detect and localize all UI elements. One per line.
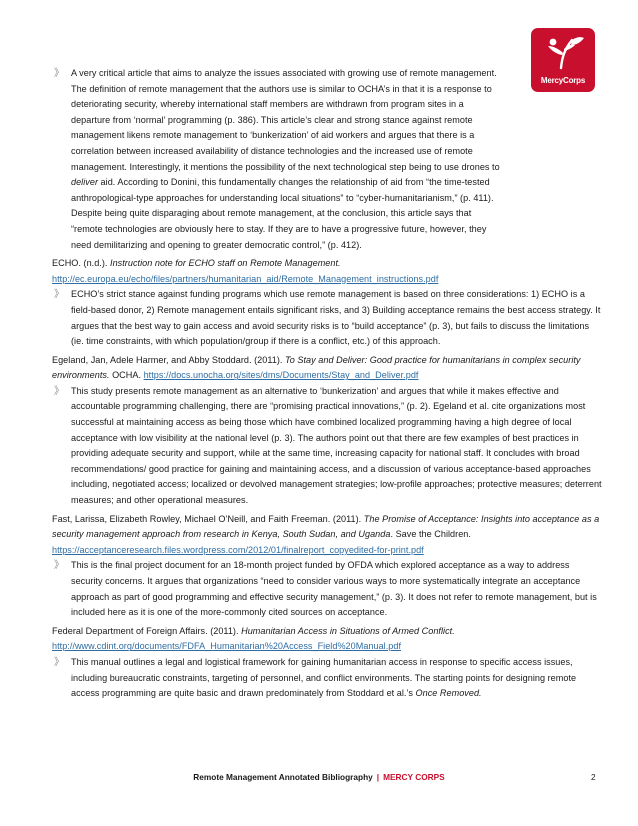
logo-wordmark: MercyCorps bbox=[540, 76, 586, 85]
citation-title: Humanitarian Access in Situations of Armed Conflict. bbox=[241, 625, 455, 636]
citation-text: OCHA. bbox=[109, 370, 144, 381]
citation-title: Instruction note for ECHO staff on Remote Management. bbox=[110, 258, 341, 269]
bibliography-entry bbox=[52, 624, 602, 702]
citation-text: Federal Department of Foreign Affairs. (2011). bbox=[52, 625, 242, 636]
bullet-marker-icon: 》 bbox=[54, 68, 62, 79]
citation bbox=[52, 512, 602, 559]
citation-text: . Save the Children. bbox=[390, 529, 471, 540]
annotation-emphasis: Once Removed. bbox=[415, 688, 482, 699]
bibliography-entry bbox=[52, 353, 602, 509]
citation-link[interactable]: https://acceptanceresearch.files.wordpress.com/2012/01/finalreport_copyedited-for-print.pdf bbox=[52, 544, 424, 555]
bullet-marker-icon: 》 bbox=[54, 560, 62, 572]
footer-brand: MERCY CORPS bbox=[383, 772, 445, 782]
citation-link[interactable]: https://docs.unocha.org/sites/dms/Documents/Stay_and_Deliver.pdf bbox=[143, 370, 419, 381]
citation-text: ECHO. (n.d.). bbox=[52, 258, 111, 269]
citation-text: Fast, Larissa, Elizabeth Rowley, Michael O’Neill, and Faith Freeman. (2011). bbox=[52, 513, 364, 524]
citation-link[interactable]: http://ec.europa.eu/echo/files/partners/humanitarian_aid/Remote_Management_instructions.pdf bbox=[52, 273, 439, 284]
bibliography-entry bbox=[52, 512, 602, 621]
citation-title: The Promise of Acceptance: Insights into acceptance as a security management approach from research in Kenya, South Sudan, and Uganda bbox=[52, 513, 600, 540]
page-footer bbox=[0, 772, 638, 782]
bibliography-content bbox=[52, 66, 602, 702]
citation bbox=[52, 353, 602, 384]
annotation-text: This manual outlines a legal and logistical framework for gaining humanitarian access in response to specific access issues, including bureaucratic constraints, targeting of personnel, and conflict environments. The starting points for designing remote access programming are quite basic and drawn predominately from Stoddard et al.’s bbox=[71, 656, 577, 699]
citation bbox=[52, 256, 602, 287]
bullet-marker-icon: 》 bbox=[54, 656, 62, 668]
citation-text: Egeland, Jan, Adele Harmer, and Abby Stoddard. (2011). bbox=[52, 354, 286, 365]
citation-title: To Stay and Deliver: Good practice for humanitarians in complex security environments. bbox=[52, 354, 581, 381]
annotation-emphasis: deliver bbox=[71, 177, 98, 188]
bibliography-entry bbox=[52, 256, 602, 350]
citation bbox=[52, 624, 602, 655]
page-number: 2 bbox=[591, 772, 596, 782]
footer-separator: | bbox=[376, 772, 380, 782]
annotation bbox=[52, 655, 602, 702]
annotation bbox=[52, 287, 602, 349]
annotation bbox=[52, 384, 602, 509]
annotation-text: This study presents remote management as an alternative to ‘bunkerization’ and argues that while it makes effective and accountable programming challenging, there are “promising practical innovations,” (p. 2). Egeland et al. cite organizations most successful at maintaining access as being those which have combined localized programming having a high degree of local acceptance with low visibility at the national level (p. 3). The authors point out that there are few examples of best practices in providing adequate security and support, while at the same time, increasing capacity for national staff. It concludes with broad recommendations/ good practice for gaining and maintaining access, and a discussion of various acceptance-based approaches including, negotiated access; localized or devolved management strategies; low-profile approaches; protective measures; deterrent measures; and other operational measures. bbox=[71, 385, 602, 506]
annotation bbox=[52, 66, 501, 253]
footer-title: Remote Management Annotated Bibliography bbox=[193, 772, 373, 782]
bibliography-entry bbox=[52, 66, 602, 253]
citation-link[interactable]: http://www.cdint.org/documents/FDFA_Humanitarian%20Access_Field%20Manual.pdf bbox=[52, 641, 402, 652]
bullet-marker-icon: 》 bbox=[54, 385, 62, 397]
annotation-text: aid. According to Donini, this fundamentally changes the relationship of aid from “the time-tested anthropological-type approaches for understanding local situations” to “cyber-humanitarianism,” (p. 411). Despite being quite disparaging about remote management, at the conclusion, this article says that “remote technologies are obviously here to stay. If they are to have a progressive future, however, they need demilitarizing and opening to greater democratic control,” (p. 412). bbox=[71, 177, 494, 250]
annotation-text: A very critical article that aims to analyze the issues associated with growing use of remote management. The definition of remote management that the authors use is similar to OCHA’s in that it is a response to deteriorating security, whereby international staff members are withdrawn from program sites in a departure from ‘normal’ programming (p. 386). This article’s clear and strong stance against remote management likens remote management to ‘bunkerization’ of aid workers and argues that there is a correlation between increased availability of distance technologies and the increased use of remote management. Interestingly, it mentions the possibility of the next technological step being to use drones to bbox=[71, 68, 500, 172]
annotation-text: This is the final project document for an 18-month project funded by OFDA which explored acceptance as a way to address security concerns. It argues that organizations “need to consider various ways to more systematically integrate an acceptance approach as part of good programming and effective security management,” (p. 3). It does not refer to remote management, but is included here as it is one of the more-commonly cited sources on acceptance. bbox=[71, 560, 597, 618]
bullet-marker-icon: 》 bbox=[54, 289, 62, 301]
annotation-text: ECHO’s strict stance against funding programs which use remote management is based on three considerations: 1) ECHO is a field-based donor, 2) Remote management entails significant risks, and 3) Building acceptance remains the best access strategy. It argues that the best way to gain access and avoid security risks is to “build acceptance” (p. 3), but fails to discuss the limitations (ie. time constraints, with which population/group if there is a conflict, etc.) of this approach. bbox=[71, 289, 601, 347]
annotation bbox=[52, 558, 602, 620]
